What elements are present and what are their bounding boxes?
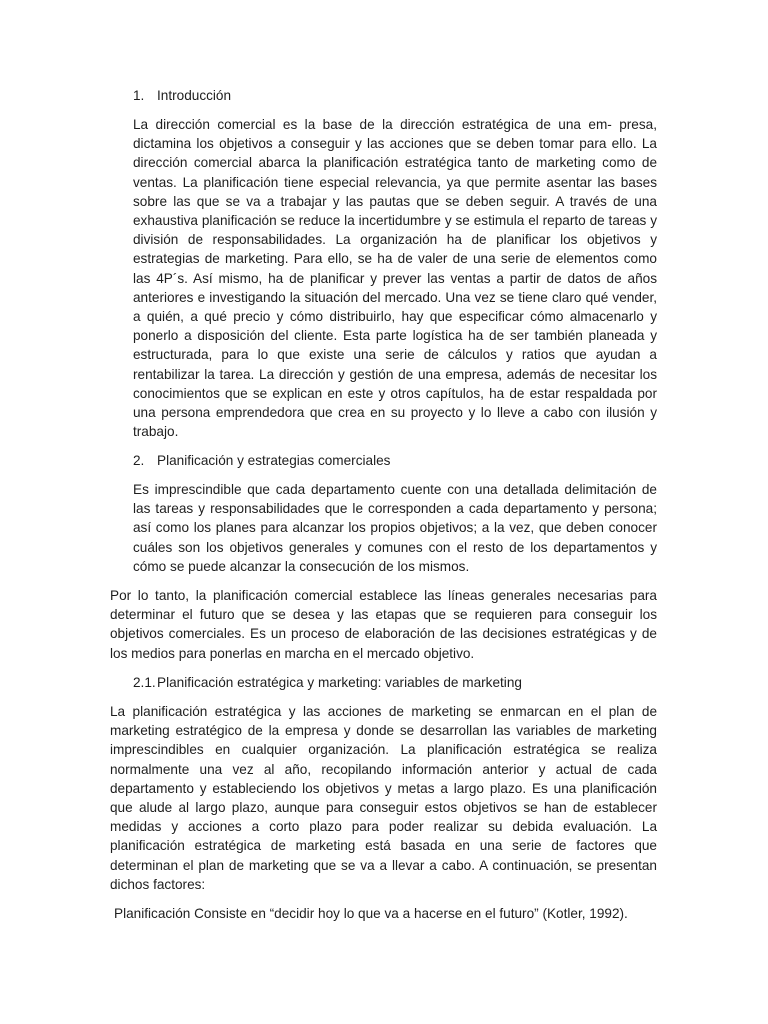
- kotler-quote-line: Planificación Consiste en “decidir hoy lo que va a hacerse en el futuro” (Kotler, 1992).: [114, 906, 628, 921]
- section-2-title: Planificación y estrategias comerciales: [157, 453, 391, 468]
- section-2-1-title: Planificación estratégica y marketing: variables de marketing: [157, 675, 522, 690]
- section-2-heading: [133, 451, 390, 470]
- section-2-1-number: 2.1.: [133, 675, 156, 690]
- planning-summary-paragraph: Por lo tanto, la planificación comercial establece las líneas generales necesarias para determinar el futuro que se desea y las etapas que se requieren para conseguir los objetivos comerciales. Es un proceso de elaboración de las decisiones estratégicas y de los medios para ponerlas en marcha en el mercado objetivo.: [110, 588, 657, 661]
- section-2-number: 2.: [133, 453, 145, 468]
- section-2-paragraph: Es imprescindible que cada departamento cuente con una detallada delimitación de las tareas y responsabilidades que le corresponden a cada departamento y persona; así como los planes para alcanzar los propios objetivos; a la vez, que deben conocer cuáles son los objetivos generales y comunes con el resto de los departamentos y cómo se puede alcanzar la consecución de los mismos.: [133, 482, 657, 574]
- section-2-1-heading: [133, 673, 522, 692]
- section-1-number: 1.: [133, 88, 145, 103]
- section-1-heading: [133, 86, 231, 105]
- section-1-paragraph: La dirección comercial es la base de la dirección estratégica de una em- presa, dictamina los objetivos a conseguir y las acciones que se deben tomar para ello. La dirección comercial abarca la planificación estratégica tanto de marketing como de ventas. La planificación tiene especial relevancia, ya que permite asentar las bases sobre las que se va a trabajar y las pautas que se deben seguir. A través de una exhaustiva planificación se reduce la incertidumbre y se estimula el reparto de tareas y división de responsabilidades. La organización ha de planificar los objetivos y estrategias de marketing. Para ello, se ha de valer de una serie de elementos como las 4P´s. Así mismo, ha de planificar y prever las ventas a partir de datos de años anteriores e investigando la situación del mercado. Una vez se tiene claro qué vender, a quién, a qué precio y cómo distribuirlo, hay que especificar cómo almacenarlo y ponerlo a disposición del cliente. Esta parte logística ha de ser también planeada y estructurada, para lo que existe una serie de cálculos y ratios que ayudan a rentabilizar la tarea. La dirección y gestión de una empresa, además de necesitar los conocimientos que se explican en este y otros capítulos, ha de estar respaldada por una persona emprendedora que crea en su proyecto y lo lleve a cabo con ilusión y trabajo.: [133, 117, 657, 440]
- section-1-title: Introducción: [157, 88, 232, 103]
- section-2-1-paragraph: La planificación estratégica y las acciones de marketing se enmarcan en el plan de marketing estratégico de la empresa y donde se desarrollan las variables de marketing imprescindibles en cualquier organización. La planificación estratégica se realiza normalmente una vez al año, recopilando información anterior y actual de cada departamento y estableciendo los objetivos y metas a largo plazo. Es una planificación que alude al largo plazo, aunque para conseguir estos objetivos se han de establecer medidas y acciones a corto plazo para poder realizar su debida evaluación. La planificación estratégica de marketing está basada en una serie de factores que determinan el plan de marketing que se va a llevar a cabo. A continuación, se presentan dichos factores:: [110, 704, 657, 892]
